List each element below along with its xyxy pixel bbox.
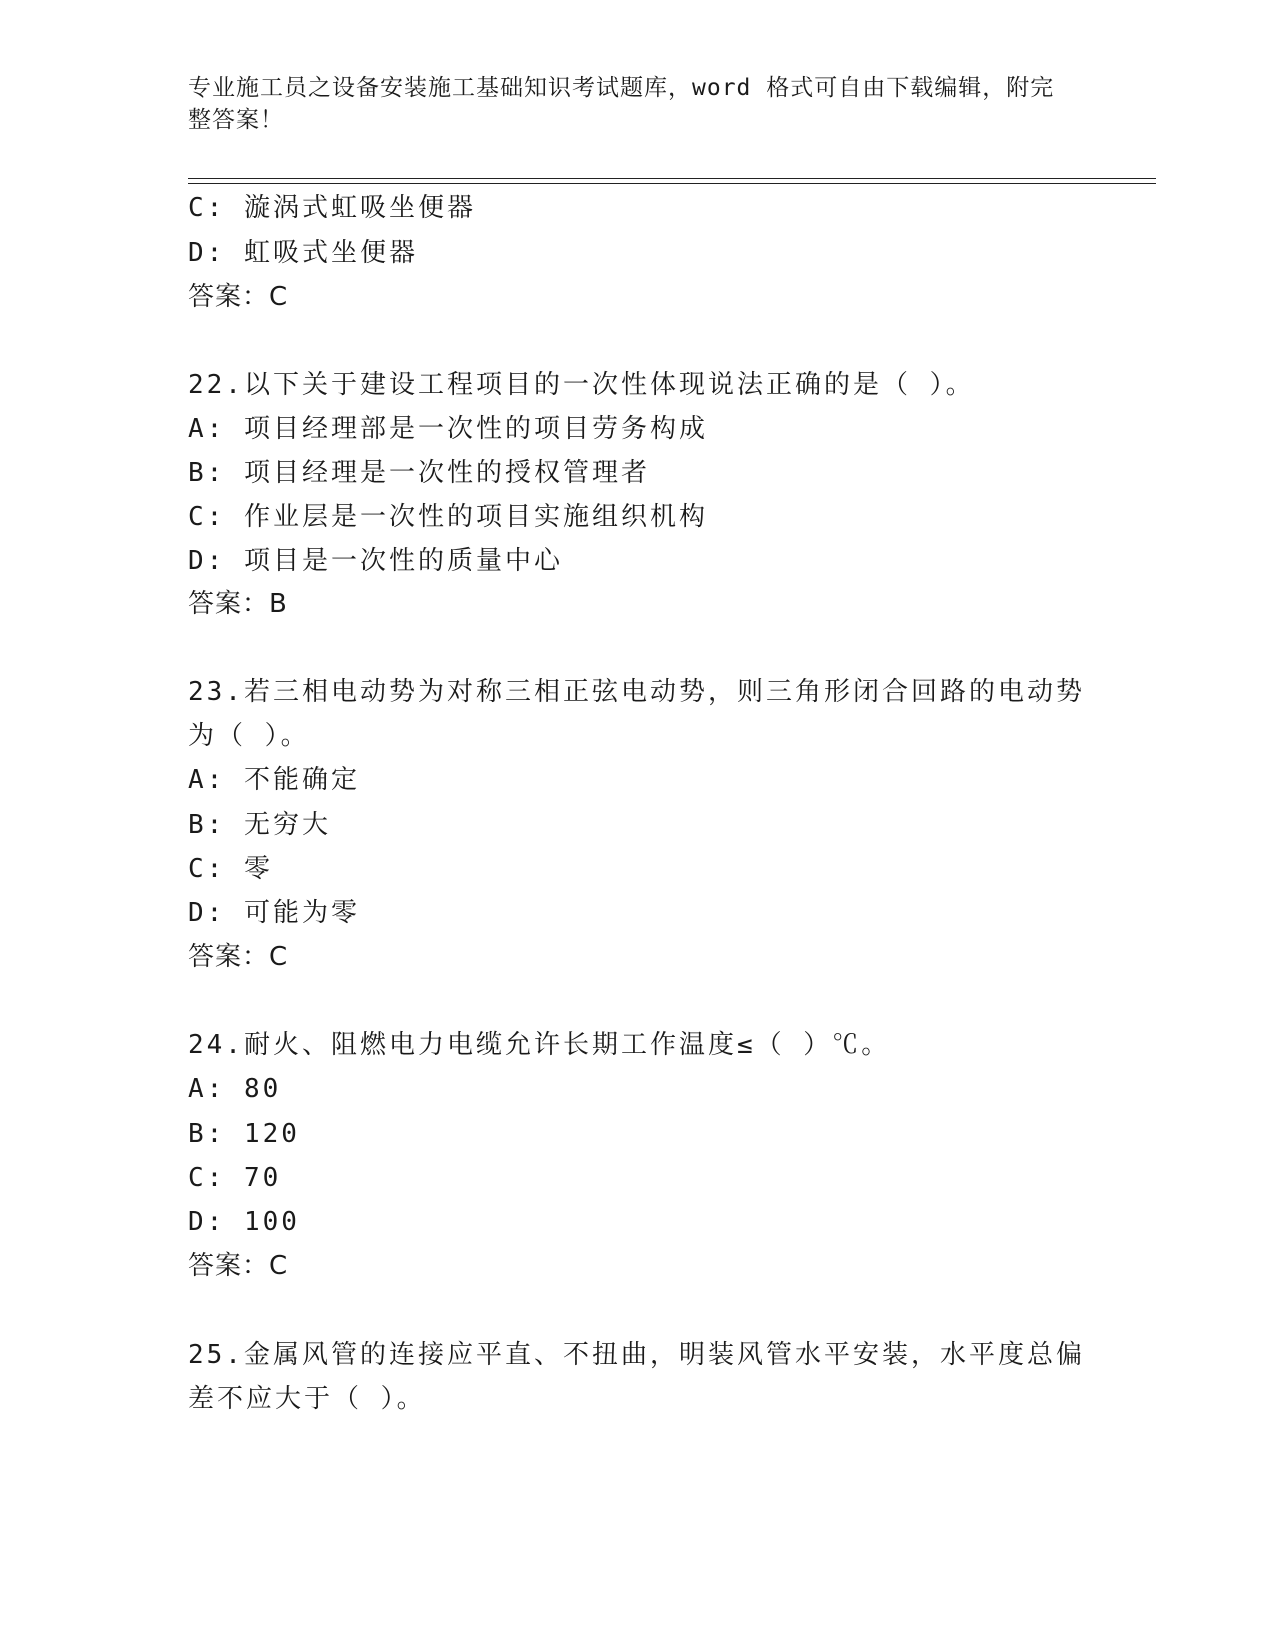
q23-answer: 答案：C [188, 942, 289, 972]
header-line-1: 专业施工员之设备安装施工基础知识考试题库，word 格式可自由下载编辑，附完 [188, 75, 1055, 101]
q23-option-d: D: 可能为零 [188, 898, 360, 928]
q22-option-d: D: 项目是一次性的质量中心 [188, 546, 563, 576]
q22-option-b: B: 项目经理是一次性的授权管理者 [188, 458, 650, 488]
q23-stem-line-2: 为（ ）。 [188, 721, 310, 751]
q24-option-c: C: 70 [188, 1163, 282, 1193]
header-rule-top [188, 178, 1156, 179]
document-header [188, 72, 1078, 136]
q24-option-a: A: 80 [188, 1074, 282, 1104]
q25-stem-line-2: 差不应大于（ ）。 [188, 1384, 426, 1414]
q24-stem: 24.耐火、阻燃电力电缆允许长期工作温度≤（ ）℃。 [188, 1030, 891, 1060]
q21-answer: 答案：C [188, 282, 289, 312]
q22-answer: 答案：B [188, 589, 288, 619]
q21-option-d: D: 虹吸式坐便器 [188, 238, 418, 268]
q22-option-c: C: 作业层是一次性的项目实施组织机构 [188, 502, 708, 532]
q24-option-b: B: 120 [188, 1119, 300, 1149]
q24-answer: 答案：C [188, 1251, 289, 1281]
q22-stem: 22.以下关于建设工程项目的一次性体现说法正确的是（ ）。 [188, 370, 975, 400]
q21-option-c: C: 漩涡式虹吸坐便器 [188, 193, 476, 223]
q22-option-a: A: 项目经理部是一次性的项目劳务构成 [188, 414, 708, 444]
q24-option-d: D: 100 [188, 1207, 300, 1237]
q23-option-b: B: 无穷大 [188, 810, 331, 840]
q23-option-c: C: 零 [188, 854, 273, 884]
header-line-2: 整答案！ [188, 107, 284, 133]
q23-stem-line-1: 23.若三相电动势为对称三相正弦电动势，则三角形闭合回路的电动势 [188, 677, 1085, 707]
q25-stem-line-1: 25.金属风管的连接应平直、不扭曲，明装风管水平安装，水平度总偏 [188, 1340, 1085, 1370]
header-rule-bottom [188, 183, 1156, 184]
q23-option-a: A: 不能确定 [188, 765, 360, 795]
